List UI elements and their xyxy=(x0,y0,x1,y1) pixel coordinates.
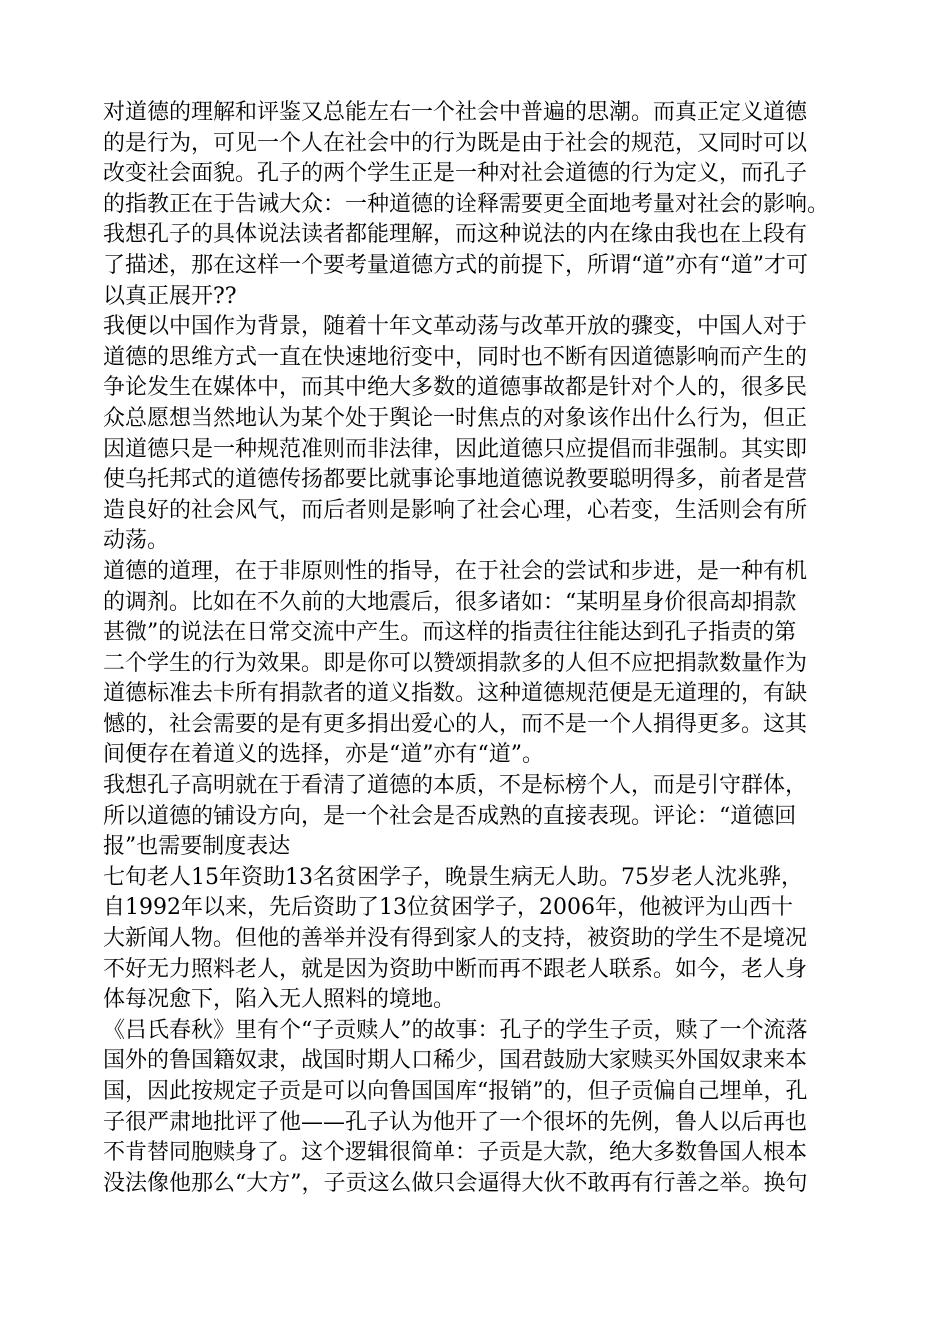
text-line: 大新闻人物。但他的善举并没有得到家人的支持，被资助的学生不是境况 xyxy=(103,926,808,952)
text-line: 不肯替同胞赎身了。这个逻辑很简单：子贡是大款，绝大多数鲁国人根本 xyxy=(103,1140,808,1166)
text-line: 的是行为，可见一个人在社会中的行为既是由于社会的规范，又同时可以 xyxy=(103,130,808,156)
text-line: 改变社会面貌。孔子的两个学生正是一种对社会道德的行为定义，而孔子 xyxy=(103,161,808,187)
text-line: 争论发生在媒体中，而其中绝大多数的道德事故都是针对个人的，很多民 xyxy=(103,375,808,401)
text-line: 《吕氏春秋》里有个“子贡赎人”的故事：孔子的学生子贡，赎了一个流落 xyxy=(103,1017,808,1043)
text-line: 的调剂。比如在不久前的大地震后，很多诸如：“某明星身价很高却捐款 xyxy=(103,589,797,615)
text-line: 众总愿想当然地认为某个处于舆论一时焦点的对象该作出什么行为，但正 xyxy=(103,405,808,431)
text-line: 动荡。 xyxy=(103,528,170,554)
text-line: 国，因此按规定子贡是可以向鲁国国库“报销”的，但子贡偏自己埋单，孔 xyxy=(103,1079,808,1104)
text-line: 报”也需要制度表达 xyxy=(103,834,291,860)
text-line: 二个学生的行为效果。即是你可以赞颂捐款多的人但不应把捐款数量作为 xyxy=(103,650,808,676)
text-line: 道德的道理，在于非原则性的指导，在于社会的尝试和步进，是一种有机 xyxy=(103,558,808,584)
text-line: 憾的，社会需要的是有更多捐出爱心的人，而不是一个人捐得更多。这其 xyxy=(103,711,808,737)
text-line: 没法像他那么“大方”，子贡这么做只会逼得大伙不敢再有行善之举。换句 xyxy=(103,1170,808,1196)
text-line: 造良好的社会风气，而后者则是影响了社会心理，心若变，生活则会有所 xyxy=(103,497,808,523)
text-line: 的指教正在于告诫大众：一种道德的诠释需要更全面地考量对社会的影响。 xyxy=(103,191,830,217)
text-line: 七旬老人15年资助13名贫困学子，晚景生病无人助。75岁老人沈兆骅， xyxy=(103,864,803,890)
text-line: 对道德的理解和评鉴又总能左右一个社会中普遍的思潮。而真正定义道德 xyxy=(103,100,808,125)
text-line: 使乌托邦式的道德传扬都要比就事论事地道德说教要聪明得多，前者是营 xyxy=(103,467,808,493)
text-line: 国外的鲁国籍奴隶，战国时期人口稀少，国君鼓励大家赎买外国奴隶来本 xyxy=(103,1048,808,1074)
text-line: 因道德只是一种规范准则而非法律，因此道德只应提倡而非强制。其实即 xyxy=(103,436,808,462)
text-line: 子很严肃地批评了他——孔子认为他开了一个很坏的先例，鲁人以后再也 xyxy=(103,1109,808,1135)
document-body xyxy=(103,98,863,1199)
text-line: 体每况愈下，陷入无人照料的境地。 xyxy=(103,987,456,1013)
text-line: 自1992年以来，先后资助了13位贫困学子，2006年，他被评为山西十 xyxy=(103,895,793,921)
text-line: 甚微”的说法在日常交流中产生。而这样的指责往往能达到孔子指责的第 xyxy=(103,620,797,646)
text-line: 我想孔子的具体说法读者都能理解，而这种说法的内在缘由我也在上段有 xyxy=(103,222,808,248)
text-line: 道德标准去卡所有捐款者的道义指数。这种道德规范便是无道理的，有缺 xyxy=(103,681,808,707)
text-line: 不好无力照料老人，就是因为资助中断而再不跟老人联系。如今，老人身 xyxy=(103,956,808,982)
text-line: 间便存在着道义的选择，亦是“道”亦有“道”。 xyxy=(103,742,544,768)
text-line: 我想孔子高明就在于看清了道德的本质，不是标榜个人，而是引守群体， xyxy=(103,773,808,799)
text-line: 我便以中国作为背景，随着十年文革动荡与改革开放的骤变，中国人对于 xyxy=(103,314,808,340)
text-line: 了描述，那在这样一个要考量道德方式的前提下，所谓“道”亦有“道”才可 xyxy=(103,252,808,278)
text-line: 道德的思维方式一直在快速地衍变中，同时也不断有因道德影响而产生的 xyxy=(103,344,808,370)
text-line: 所以道德的铺设方向，是一个社会是否成熟的直接表现。评论：“道德回 xyxy=(103,803,797,829)
text-line: 以真正展开?? xyxy=(103,283,237,309)
